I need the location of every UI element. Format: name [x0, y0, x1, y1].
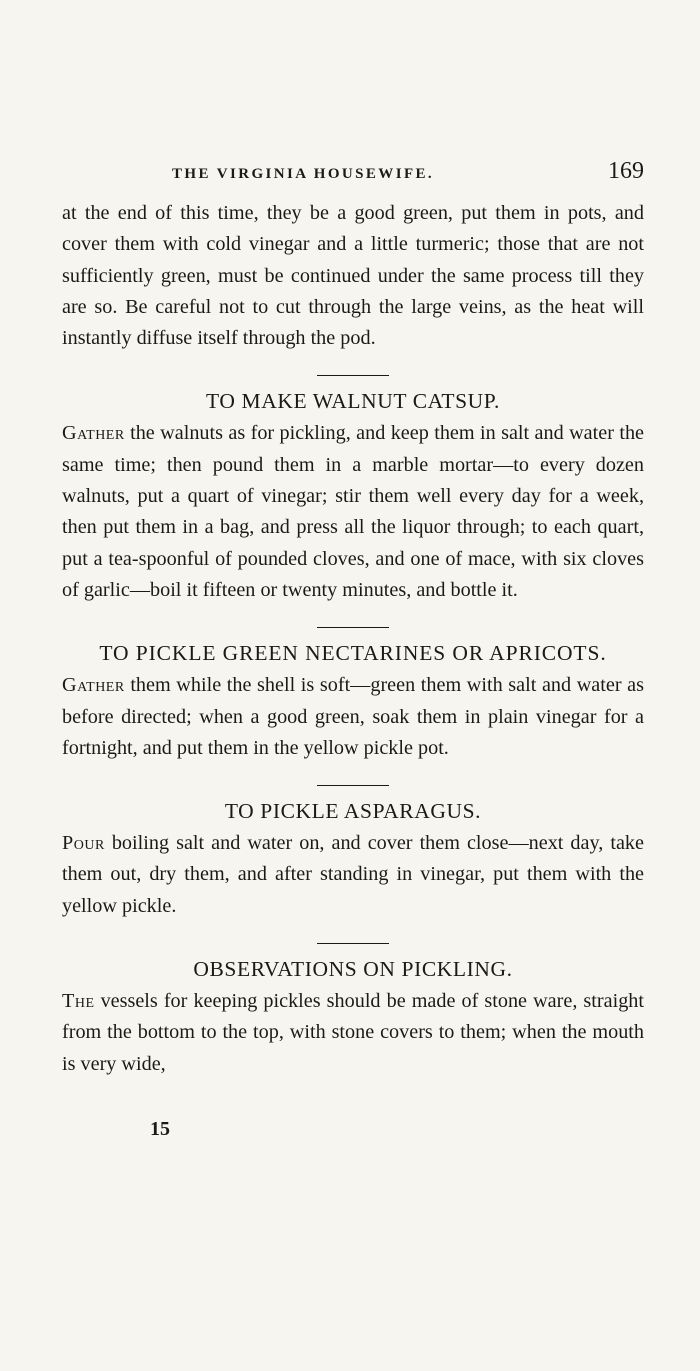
- lead-word: The: [62, 990, 95, 1013]
- recipe-text: vessels for keeping pickles should be made of stone ware, straight from the bottom to the top, with stone covers to them; when the mouth is very wide,: [62, 990, 644, 1075]
- continuation-paragraph: at the end of this time, they be a good green, put them in pots, and cover them with cold vinegar and a little turmeric; those that are not sufficiently green, must be continued under the same process till they are so. Be careful not to cut through the large veins, as the heat will instantly diffuse itself through the pod.: [62, 202, 644, 350]
- section-heading-observations: OBSERVATIONS ON PICKLING.: [193, 957, 513, 982]
- section-heading-walnut-catsup: TO MAKE WALNUT CATSUP.: [206, 389, 500, 414]
- section-heading-pickle-asparagus: TO PICKLE ASPARAGUS.: [224, 799, 482, 824]
- recipe-text: the walnuts as for pickling, and keep them in salt and water the same time; then pound them in a marble mortar—to every dozen walnuts, put a quart of vinegar; stir them well every day for a week, then put them in a bag, and press all the liquor through; to each quart, put a tea-spoonful of pounded cloves, and one of mace, with six cloves of garlic—boil it fifteen or twenty minutes, and bottle it.: [62, 422, 644, 601]
- signature-mark: 15: [150, 1118, 170, 1140]
- running-head: [62, 158, 644, 192]
- page-body: [62, 198, 644, 1080]
- recipe-paragraph-observations: [62, 986, 644, 1080]
- recipe-paragraph-pickle-asparagus: [62, 828, 644, 922]
- lead-word: Gather: [62, 674, 125, 697]
- recipe-paragraph-green-nectarines: [62, 670, 644, 764]
- lead-word: Gather: [62, 422, 125, 445]
- section-heading-green-nectarines: TO PICKLE GREEN NECTARINES OR APRICOTS.: [99, 641, 607, 666]
- page-number: 169: [608, 158, 644, 184]
- running-title: THE VIRGINIA HOUSEWIFE.: [172, 166, 435, 182]
- section-divider: [317, 943, 389, 944]
- recipe-text: boiling salt and water on, and cover them close—next day, take them out, dry them, and after standing in vinegar, put them with the yellow pickle.: [62, 832, 644, 917]
- recipe-paragraph-walnut-catsup: [62, 418, 644, 606]
- section-divider: [317, 627, 389, 628]
- section-divider: [317, 375, 389, 376]
- lead-word: Pour: [62, 832, 105, 855]
- section-divider: [317, 785, 389, 786]
- recipe-text: them while the shell is soft—green them with salt and water as before directed; when a good green, soak them in plain vinegar for a fortnight, and put them in the yellow pickle pot.: [62, 674, 644, 759]
